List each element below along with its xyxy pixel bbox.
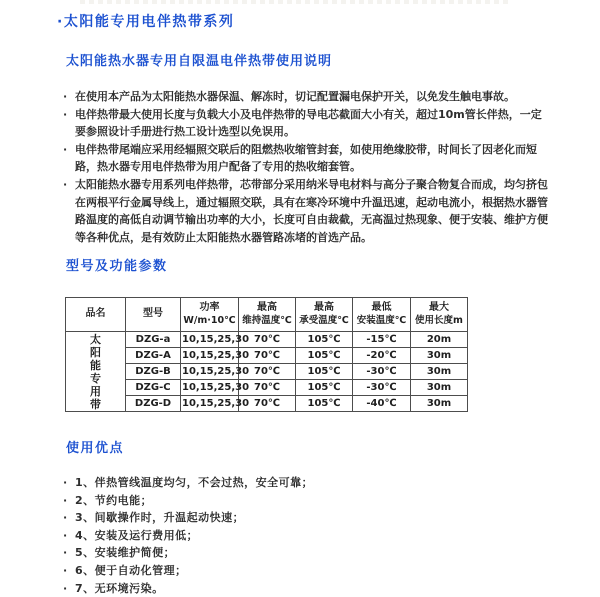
spec-table-header-row bbox=[66, 298, 468, 332]
bullet-dot: · bbox=[63, 528, 68, 542]
bullet-dot: · bbox=[63, 581, 68, 595]
spec-table-row bbox=[66, 364, 468, 380]
header-line2: W/m·10℃ bbox=[183, 315, 236, 326]
spec-table-head bbox=[66, 298, 468, 332]
advantage-item bbox=[62, 562, 542, 580]
max-withstand-temp-cell: 105℃ bbox=[296, 348, 353, 364]
max-maintain-temp-cell: 70℃ bbox=[239, 396, 296, 412]
advantage-item bbox=[62, 544, 542, 562]
advantage-text: 7、无环境污染。 bbox=[75, 581, 164, 595]
bullet-dot: · bbox=[63, 177, 68, 191]
power-cell: 10,15,25,30 bbox=[181, 332, 239, 348]
bullet-dot: · bbox=[63, 563, 68, 577]
usage-instructions-heading: 太阳能热水器专用自限温电伴热带使用说明 bbox=[66, 54, 333, 69]
spec-table-header-cell bbox=[411, 298, 468, 332]
model-cell: DZG-C bbox=[126, 380, 181, 396]
header-line1: 功率 bbox=[199, 302, 220, 313]
spec-table bbox=[65, 297, 468, 412]
intro-bullet-item bbox=[62, 176, 548, 246]
max-length-cell: 30m bbox=[411, 396, 468, 412]
bullet-dot: · bbox=[63, 493, 68, 507]
power-cell: 10,15,25,30 bbox=[181, 364, 239, 380]
spec-table-header-cell bbox=[66, 298, 126, 332]
max-maintain-temp-cell: 70℃ bbox=[239, 380, 296, 396]
product-name-cell: 太 阳 能 专 用 带 bbox=[66, 332, 126, 412]
intro-bullet-text: 在使用本产品为太阳能热水器保温、解冻时，切记配置漏电保护开关，以免发生触电事故。 bbox=[75, 90, 515, 103]
page-title: ·太阳能专用电伴热带系列 bbox=[57, 14, 235, 30]
advantage-text: 6、便于自动化管理； bbox=[75, 563, 187, 577]
intro-bullet-item bbox=[62, 88, 548, 106]
header-line2: 安装温度℃ bbox=[356, 315, 407, 326]
advantage-item bbox=[62, 474, 542, 492]
spec-table-row bbox=[66, 380, 468, 396]
max-length-cell: 30m bbox=[411, 348, 468, 364]
header-line1: 型号 bbox=[143, 308, 163, 319]
advantage-item bbox=[62, 509, 542, 527]
model-cell: DZG-A bbox=[126, 348, 181, 364]
intro-bullet-text: 太阳能热水器专用系列电伴热带，芯带部分采用纳米导电材料与高分子聚合物复合而成，均匀挤包在两根平行金属导线上，通过辐照交联，具有在寒冷环境中升温迅速，起动电流小，根据热水器管路温度的高低自动调节输出功率的大小，长度可自由裁截，无高温过热现象、便于安装、维护方便等各种优点，是有效防止太阳能热水器管路冻堵的首选产品。 bbox=[75, 177, 548, 244]
header-line2: 维持温度℃ bbox=[242, 315, 292, 326]
max-withstand-temp-cell: 105℃ bbox=[296, 364, 353, 380]
spec-table-header-cell bbox=[126, 298, 181, 332]
spec-table-header-cell bbox=[296, 298, 353, 332]
min-install-temp-cell: -40℃ bbox=[353, 396, 411, 412]
intro-bullet-item bbox=[62, 141, 548, 176]
intro-bullet-item bbox=[62, 106, 548, 141]
spec-table-row bbox=[66, 396, 468, 412]
spec-table-header-cell bbox=[181, 298, 239, 332]
intro-bullet-text: 电伴热带最大使用长度与负载大小及电伴热带的导电芯截面大小有关，超过10m管长伴热，一定要参照设计手册进行热工设计选型以免误用。 bbox=[75, 107, 542, 139]
bullet-dot: · bbox=[63, 107, 68, 121]
spec-table-row bbox=[66, 348, 468, 364]
max-length-cell: 30m bbox=[411, 364, 468, 380]
model-cell: DZG-B bbox=[126, 364, 181, 380]
advantages-list bbox=[62, 474, 542, 597]
advantage-text: 3、间歇操作时，升温起动快速； bbox=[75, 511, 245, 525]
spec-table-body bbox=[66, 332, 468, 412]
max-withstand-temp-cell: 105℃ bbox=[296, 332, 353, 348]
advantages-section-title: 使用优点 bbox=[66, 441, 125, 456]
max-length-cell: 30m bbox=[411, 380, 468, 396]
spec-table-row bbox=[66, 332, 468, 348]
spec-table-header-cell bbox=[239, 298, 296, 332]
header-line2: 使用长度m bbox=[415, 315, 463, 326]
advantage-text: 4、安装及运行费用低； bbox=[75, 528, 199, 542]
min-install-temp-cell: -20℃ bbox=[353, 348, 411, 364]
min-install-temp-cell: -30℃ bbox=[353, 364, 411, 380]
advantage-item bbox=[62, 492, 542, 510]
header-line2: 承受温度℃ bbox=[299, 315, 349, 326]
max-maintain-temp-cell: 70℃ bbox=[239, 332, 296, 348]
intro-bullet-text: 电伴热带尾端应采用经辐照交联后的阻燃热收缩管封套，如使用绝缘胶带，时间长了因老化而短路，热水器专用电伴热带为用户配备了专用的热收缩套管。 bbox=[75, 142, 537, 174]
model-cell: DZG-D bbox=[126, 396, 181, 412]
model-cell: DZG-a bbox=[126, 332, 181, 348]
advantage-item bbox=[62, 580, 542, 597]
header-line1: 最高 bbox=[314, 302, 334, 313]
bullet-dot: · bbox=[63, 142, 68, 156]
header-line1: 最大 bbox=[429, 302, 449, 313]
header-line1: 品名 bbox=[85, 308, 106, 319]
header-line1: 最高 bbox=[257, 302, 277, 313]
power-cell: 10,15,25,30 bbox=[181, 380, 239, 396]
spec-table-header-cell bbox=[353, 298, 411, 332]
bullet-dot: · bbox=[63, 90, 68, 103]
intro-bullet-list bbox=[62, 88, 548, 246]
advantage-text: 1、伴热管线温度均匀，不会过热，安全可靠； bbox=[75, 476, 314, 489]
spec-section-title: 型号及功能参数 bbox=[66, 259, 168, 274]
power-cell: 10,15,25,30 bbox=[181, 396, 239, 412]
max-withstand-temp-cell: 105℃ bbox=[296, 380, 353, 396]
power-cell: 10,15,25,30 bbox=[181, 348, 239, 364]
max-withstand-temp-cell: 105℃ bbox=[296, 396, 353, 412]
max-maintain-temp-cell: 70℃ bbox=[239, 364, 296, 380]
advantage-text: 5、安装维护简便； bbox=[75, 546, 176, 560]
min-install-temp-cell: -15℃ bbox=[353, 332, 411, 348]
bullet-dot: · bbox=[63, 546, 68, 560]
cropped-text-artifact bbox=[80, 0, 510, 4]
bullet-dot: · bbox=[63, 476, 68, 489]
header-line1: 最低 bbox=[371, 302, 392, 313]
advantage-text: 2、节约电能； bbox=[75, 493, 153, 507]
max-maintain-temp-cell: 70℃ bbox=[239, 348, 296, 364]
advantage-item bbox=[62, 527, 542, 545]
max-length-cell: 20m bbox=[411, 332, 468, 348]
min-install-temp-cell: -30℃ bbox=[353, 380, 411, 396]
bullet-dot: · bbox=[63, 511, 68, 525]
